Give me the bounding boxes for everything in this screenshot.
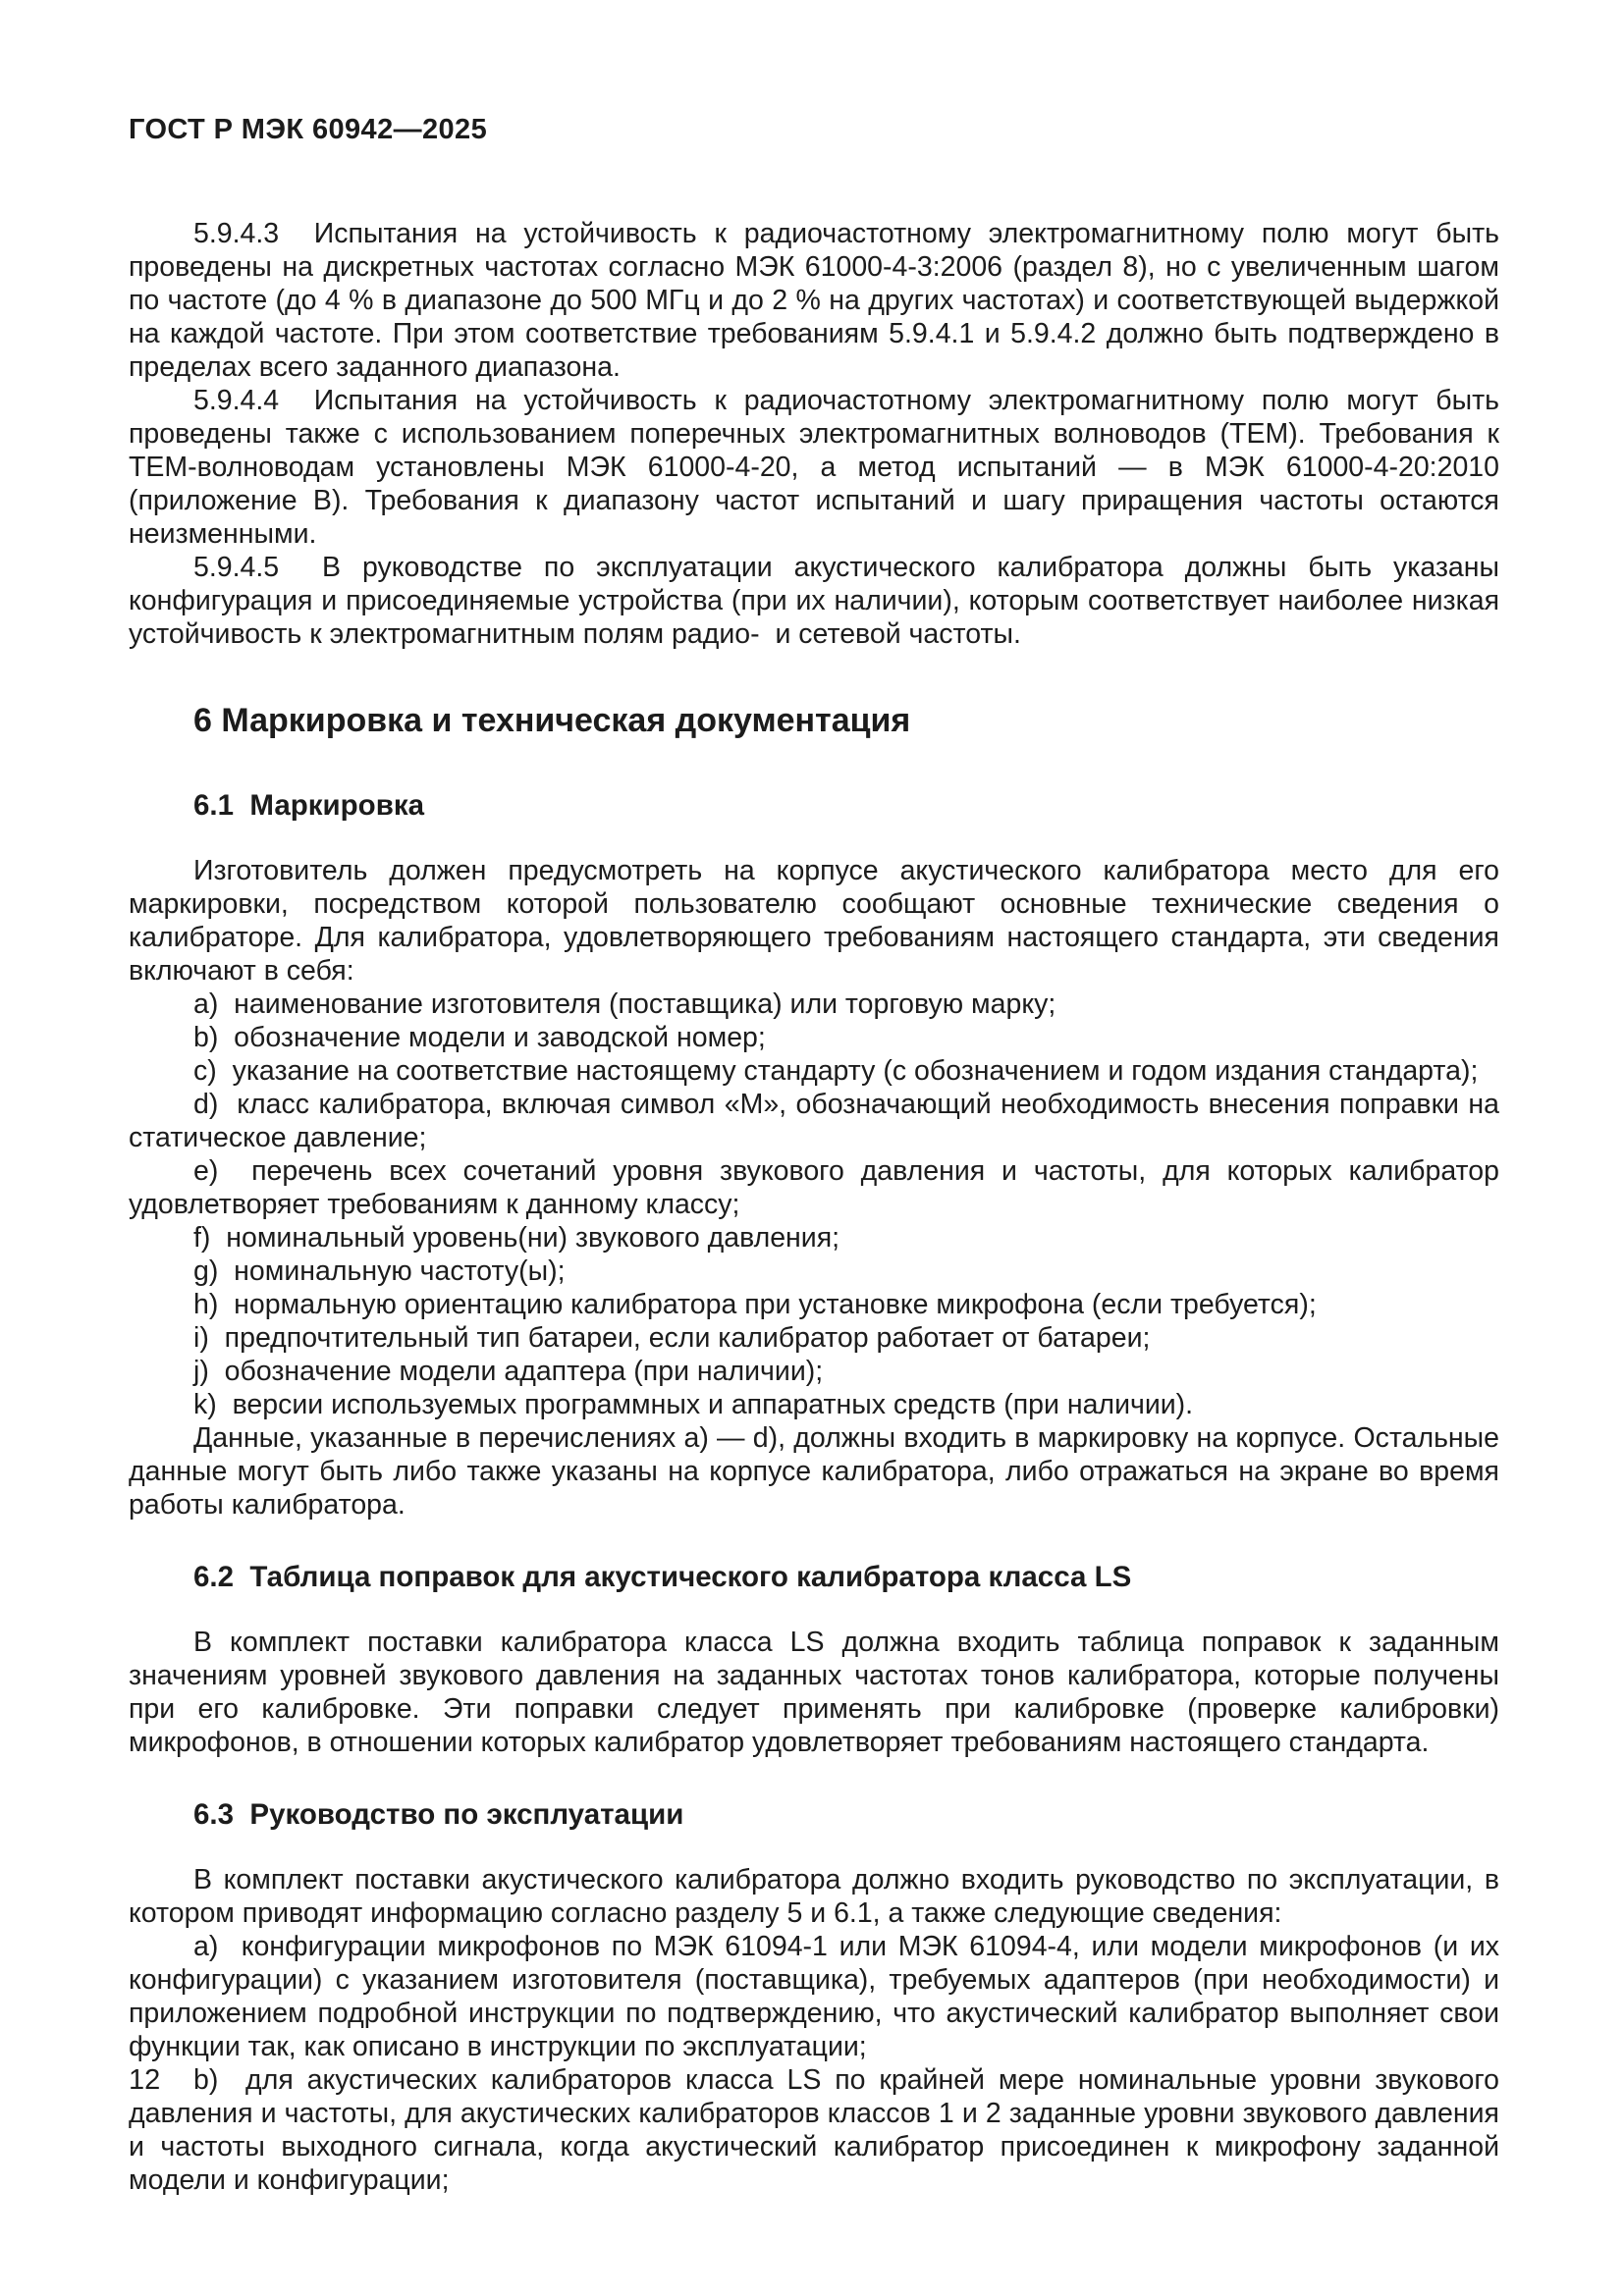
para-5-9-4-3: 5.9.4.3 Испытания на устойчивость к радиочастотному электромагнитному полю могут быть проведены на дискретных частотах согласно МЭК 61000-4-3:2006 (раздел 8), но с увеличенным шагом по частоте (до 4 % в диапазоне до 500 МГц и до 2 % на других частотах) и соответствующей выдержкой на каждой частоте. При этом соответствие требованиям 5.9.4.1 и 5.9.4.2 должно быть подтверждено в пределах всего заданного диапазона. — [129, 218, 1499, 383]
section-6-1-heading: 6.1 Маркировка — [193, 789, 425, 822]
marking-list-item-g: g) номинальную частоту(ы); — [193, 1255, 566, 1287]
marking-list-item-e: e) перечень всех сочетаний уровня звукового давления и частоты, для которых калибратор удовлетворяет требованиям к данному классу; — [129, 1155, 1499, 1220]
marking-list-item-h: h) нормальную ориентацию калибратора при установке микрофона (если требуется); — [193, 1289, 1317, 1320]
para-5-9-4-5: 5.9.4.5 В руководстве по эксплуатации акустического калибратора должны быть указаны конфигурация и присоединяемые устройства (при их наличии), которым соответствует наиболее низкая устойчивость к электромагнитным полям радио- и сетевой частоты. — [129, 552, 1499, 650]
section-6-heading: 6 Маркировка и техническая документация — [193, 702, 911, 739]
section-6-3-intro-paragraph: В комплект поставки акустического калибратора должно входить руководство по эксплуатации, в котором приводят информацию согласно разделу 5 и 6.1, а также следующие сведения: — [129, 1864, 1499, 1929]
manual-list-item-a: a) конфигурации микрофонов по МЭК 61094-1 или МЭК 61094-4, или модели микрофонов (и их конфигурации) с указанием изготовителя (поставщика), требуемых адаптеров (при необходимости) и приложением подробной инструкции по подтверждению, что акустический калибратор выполняет свои функции так, как описано в инструкции по эксплуатации; — [129, 1931, 1499, 2062]
section-6-3-heading: 6.3 Руководство по эксплуатации — [193, 1798, 684, 1831]
marking-list-item-k: k) версии используемых программных и аппаратных средств (при наличии). — [193, 1389, 1194, 1420]
manual-list-item-b: b) для акустических калибраторов класса LS по крайней мере номинальные уровни звукового давления и частоты, для акустических калибраторов классов 1 и 2 заданные уровни звукового давления и частоты выходного сигнала, когда акустический калибратор присоединен к микрофону заданной модели и конфигурации; — [129, 2064, 1499, 2196]
document-designation: ГОСТ Р МЭК 60942—2025 — [129, 114, 488, 145]
section-6-2-heading: 6.2 Таблица поправок для акустического калибратора класса LS — [193, 1561, 1132, 1593]
marking-list-item-i: i) предпочтительный тип батареи, если калибратор работает от батареи; — [193, 1322, 1151, 1354]
page-content — [129, 114, 1499, 2197]
section-6-2-paragraph: В комплект поставки калибратора класса LS должна входить таблица поправок к заданным значениям уровней звукового давления на заданных частотах тонов калибратора, которые получены при его калибровке. Эти поправки следует применять при калибровке (проверке калибровки) микрофонов, в отношении которых калибратор удовлетворяет требованиям настоящего стандарта. — [129, 1627, 1499, 1758]
para-5-9-4-4: 5.9.4.4 Испытания на устойчивость к радиочастотному электромагнитному полю могут быть проведены также с использованием поперечных электромагнитных волноводов (ТЕМ). Требования к ТЕМ-волноводам установлены МЭК 61000-4-20, а метод испытаний — в МЭК 61000-4-20:2010 (приложение В). Требования к диапазону частот испытаний и шагу приращения частоты остаются неизменными. — [129, 385, 1499, 550]
marking-list-item-d: d) класс калибратора, включая символ «М», обозначающий необходимость внесения поправки на статическое давление; — [129, 1089, 1499, 1153]
marking-intro-paragraph: Изготовитель должен предусмотреть на корпусе акустического калибратора место для его маркировки, посредством которой пользователю сообщают основные технические сведения о калибраторе. Для калибратора, удовлетворяющего требованиям настоящего стандарта, эти сведения включают в себя: — [129, 855, 1499, 987]
marking-list-item-a: a) наименование изготовителя (поставщика) или торговую марку; — [193, 988, 1056, 1020]
page-number: 12 — [129, 2064, 161, 2096]
marking-list-item-f: f) номинальный уровень(ни) звукового давления; — [193, 1222, 840, 1254]
marking-list-item-b: b) обозначение модели и заводской номер; — [193, 1022, 766, 1053]
marking-list-item-j: j) обозначение модели адаптера (при наличии); — [193, 1356, 824, 1387]
marking-note-paragraph: Данные, указанные в перечислениях a) — d), должны входить в маркировку на корпусе. Остальные данные могут быть либо также указаны на корпусе калибратора, либо отражаться на экране во время работы калибратора. — [129, 1422, 1499, 1521]
marking-list-item-c: c) указание на соответствие настоящему стандарту (с обозначением и годом издания стандарта); — [193, 1055, 1479, 1087]
